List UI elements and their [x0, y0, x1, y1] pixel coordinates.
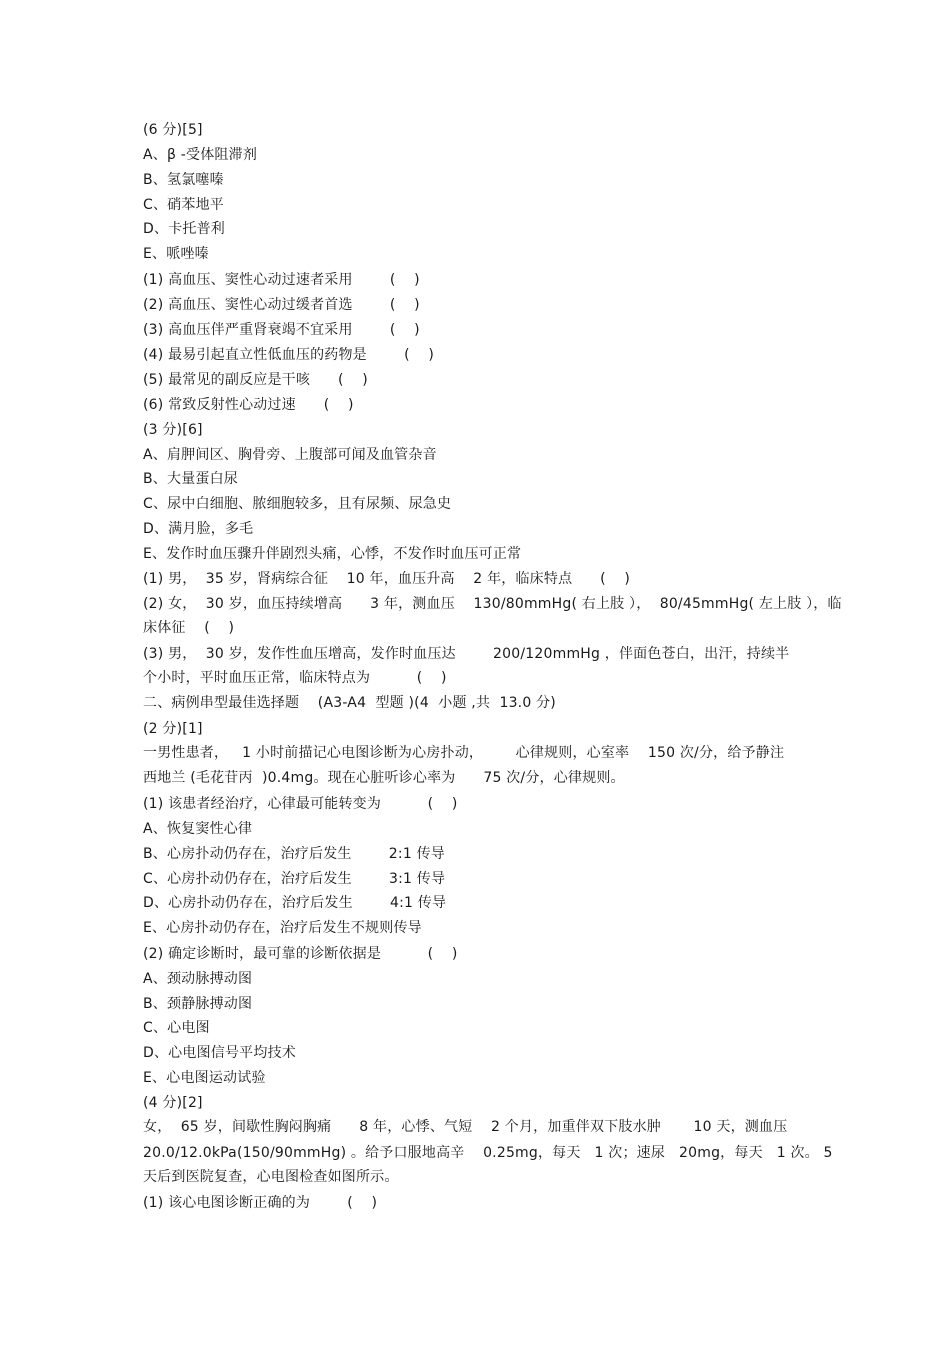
- option-b: B、颈静脉搏动图: [143, 996, 253, 1012]
- option-e: E、发作时血压骤升伴剧烈头痛，心悸，不发作时血压可正常: [143, 546, 522, 562]
- option-a: A、颈动脉搏动图: [143, 971, 253, 987]
- option-a: A、β -受体阻滞剂: [143, 147, 258, 163]
- sub-question: (2) 女， 30 岁，血压持续增高 3 年，测血压 130/80mmHg( 右上肢 ）， 80/45mmHg( 左上肢 ），临: [143, 596, 842, 612]
- sub-question: (3) 男， 30 岁，发作性血压增高，发作时血压达 200/120mmHg ，伴面色苍白，出汗，持续半: [143, 646, 790, 662]
- option-d: D、卡托普利: [143, 221, 225, 237]
- case-stem: 一男性患者， 1 小时前描记心电图诊断为心房扑动， 心律规则，心室率 150 次/分，给予静注: [143, 745, 785, 761]
- option-c: C、硝苯地平: [143, 197, 224, 213]
- option-e: E、心电图运动试验: [143, 1070, 266, 1086]
- question-group-header: (4 分)[2]: [143, 1095, 203, 1111]
- case-stem-continued: 20.0/12.0kPa(150/90mmHg) 。给予口服地高辛 0.25mg，每天 1 次；速尿 20mg，每天 1 次。 5: [143, 1145, 833, 1161]
- sub-question: (1) 该患者经治疗，心律最可能转变为 ( ): [143, 796, 458, 812]
- option-c: C、心房扑动仍存在，治疗后发生 3:1 传导: [143, 871, 446, 887]
- option-a: A、恢复窦性心律: [143, 821, 253, 837]
- question-group-header: (2 分)[1]: [143, 721, 203, 737]
- sub-question: (3) 高血压伴严重肾衰竭不宜采用 ( ): [143, 322, 420, 338]
- sub-question: (2) 确定诊断时，最可靠的诊断依据是 ( ): [143, 946, 458, 962]
- question-group-header: (6 分)[5]: [143, 122, 203, 138]
- case-stem-continued: 西地兰 (毛花苷丙 )0.4mg。现在心脏听诊心率为 75 次/分，心律规则。: [143, 770, 625, 786]
- option-b: B、心房扑动仍存在，治疗后发生 2:1 传导: [143, 846, 445, 862]
- sub-question-continued: 个小时，平时血压正常，临床特点为 ( ): [143, 670, 447, 686]
- option-b: B、氢氯噻嗪: [143, 172, 224, 188]
- sub-question: (1) 男， 35 岁，肾病综合征 10 年，血压升高 2 年，临床特点 ( ): [143, 571, 631, 587]
- option-c: C、心电图: [143, 1020, 210, 1036]
- option-d: D、心电图信号平均技术: [143, 1045, 296, 1061]
- question-group-header: (3 分)[6]: [143, 422, 203, 438]
- option-e: E、心房扑动仍存在，治疗后发生不规则传导: [143, 920, 422, 936]
- option-d: D、满月脸，多毛: [143, 521, 254, 537]
- section-heading: 二、病例串型最佳选择题 (A3-A4 型题 )(4 小题 ,共 13.0 分): [143, 695, 556, 711]
- sub-question: (5) 最常见的副反应是干咳 ( ): [143, 372, 368, 388]
- sub-question: (4) 最易引起直立性低血压的药物是 ( ): [143, 347, 435, 363]
- sub-question: (1) 高血压、窦性心动过速者采用 ( ): [143, 272, 420, 288]
- option-d: D、心房扑动仍存在，治疗后发生 4:1 传导: [143, 895, 447, 911]
- sub-question: (6) 常致反射性心动过速 ( ): [143, 397, 354, 413]
- case-stem: 女， 65 岁，间歇性胸闷胸痛 8 年，心悸、气短 2 个月，加重伴双下肢水肿 10 天，测血压: [143, 1119, 788, 1135]
- sub-question: (2) 高血压、窦性心动过缓者首选 ( ): [143, 297, 420, 313]
- case-stem-continued: 天后到医院复查，心电图检查如图所示。: [143, 1169, 399, 1185]
- option-a: A、肩胛间区、胸骨旁、上腹部可闻及血管杂音: [143, 447, 437, 463]
- sub-question-continued: 床体征 ( ): [143, 620, 235, 636]
- option-e: E、哌唑嗪: [143, 246, 209, 262]
- option-c: C、尿中白细胞、脓细胞较多，且有尿频、尿急史: [143, 496, 452, 512]
- option-b: B、大量蛋白尿: [143, 471, 239, 487]
- sub-question: (1) 该心电图诊断正确的为 ( ): [143, 1195, 378, 1211]
